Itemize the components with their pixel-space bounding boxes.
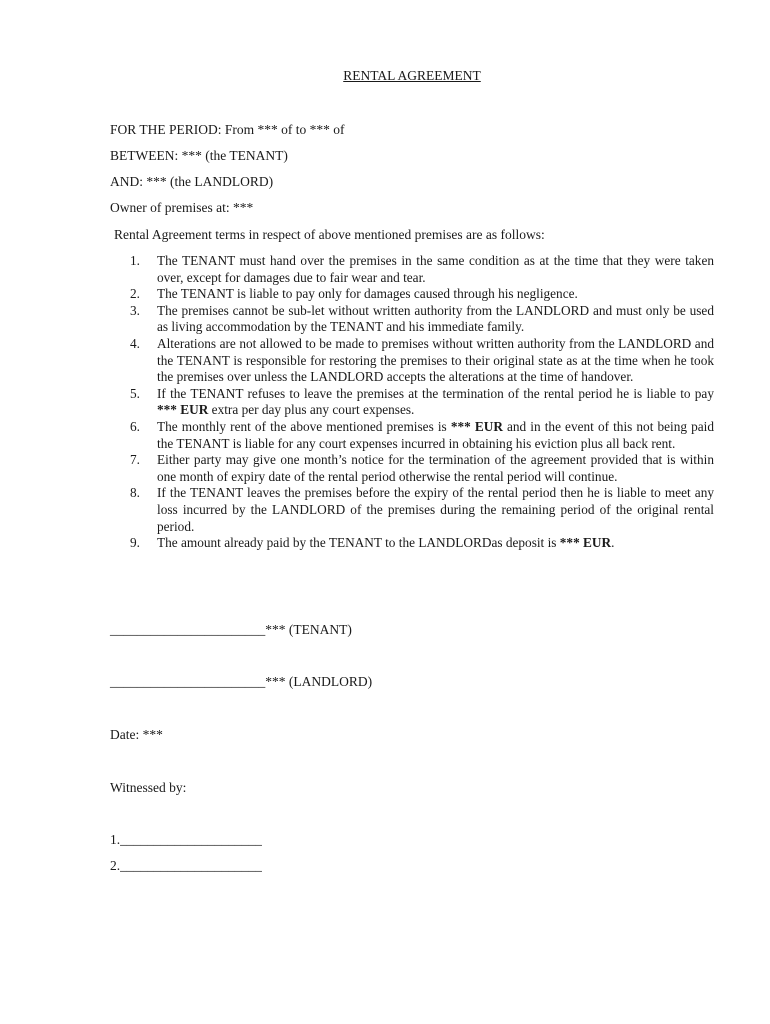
- term-item: [110, 452, 714, 485]
- term-text: If the TENANT leaves the premises before the expiry of the rental period then he is liable to meet any loss incurred by the LANDLORD of the premises during the remaining period of the original rental period.: [157, 485, 714, 534]
- between-line: BETWEEN: *** (the TENANT): [110, 148, 288, 163]
- period-line: FOR THE PERIOD: From *** of to *** of: [110, 122, 345, 137]
- term-text-post: and in the event of this not being paid the TENANT is liable for any court expenses incurred in obtaining his eviction plus all back rent.: [157, 418, 715, 451]
- term-item: [110, 303, 714, 336]
- term-text-post: .: [611, 535, 615, 551]
- term-text-post: extra per day plus any court expenses.: [208, 402, 415, 418]
- term-item: [110, 419, 714, 452]
- term-item: [110, 485, 714, 535]
- term-text-pre: The monthly rent of the above mentioned premises is: [157, 418, 451, 434]
- term-text: The TENANT is liable to pay only for damages caused through his negligence.: [157, 286, 578, 302]
- term-item: [110, 386, 714, 419]
- witness-2-line: 2._____________________: [110, 858, 262, 873]
- term-item: [110, 286, 714, 303]
- term-amount: *** EUR: [450, 418, 503, 434]
- date-line: Date: ***: [110, 727, 163, 742]
- landlord-signature-line: _______________________*** (LANDLORD): [110, 674, 373, 689]
- term-text: Either party may give one month’s notice for the termination of the agreement provided that is within one month of expiry date of the rental period otherwise the rental period will continue.: [157, 452, 714, 484]
- owner-line: Owner of premises at: ***: [110, 200, 254, 215]
- term-number: 5.: [130, 385, 140, 401]
- term-number: 9.: [130, 535, 140, 551]
- term-number: 6.: [130, 418, 140, 434]
- term-item: [110, 535, 714, 552]
- witnessed-by-label: Witnessed by:: [110, 780, 187, 795]
- term-number: 7.: [130, 452, 140, 468]
- document-title: RENTAL AGREEMENT: [343, 68, 481, 83]
- term-number: 1.: [130, 253, 140, 268]
- term-number: 4.: [130, 335, 140, 351]
- term-text-pre: If the TENANT refuses to leave the premises at the termination of the rental period he is liable to pay: [157, 385, 714, 401]
- term-text-pre: The amount already paid by the TENANT to the LANDLORDas deposit is: [157, 535, 560, 551]
- term-item: [110, 336, 714, 386]
- term-number: 8.: [130, 485, 140, 501]
- term-item: [110, 253, 714, 286]
- and-line: AND: *** (the LANDLORD): [110, 174, 274, 189]
- term-text: The premises cannot be sub-let without written authority from the LANDLORD and must only be used as living accommodation by the TENANT and his immediate family.: [157, 302, 714, 335]
- term-amount: *** EUR: [559, 535, 612, 551]
- term-amount: *** EUR: [157, 402, 209, 418]
- terms-list: [110, 253, 714, 552]
- term-text: The TENANT must hand over the premises in the same condition as at the time that they were taken over, except for damages due to fair wear and tear.: [157, 253, 714, 285]
- witness-1-line: 1._____________________: [110, 832, 262, 847]
- terms-intro: Rental Agreement terms in respect of above mentioned premises are as follows:: [114, 227, 545, 242]
- tenant-signature-line: _______________________*** (TENANT): [110, 622, 352, 637]
- term-number: 2.: [130, 286, 140, 302]
- term-number: 3.: [130, 302, 140, 318]
- term-text: Alterations are not allowed to be made to premises without written authority from the LANDLORD and the TENANT is responsible for restoring the premises to their original state as at the time when he took the premises over unless the LANDLORD accepts the alterations at the time of handover.: [157, 335, 714, 385]
